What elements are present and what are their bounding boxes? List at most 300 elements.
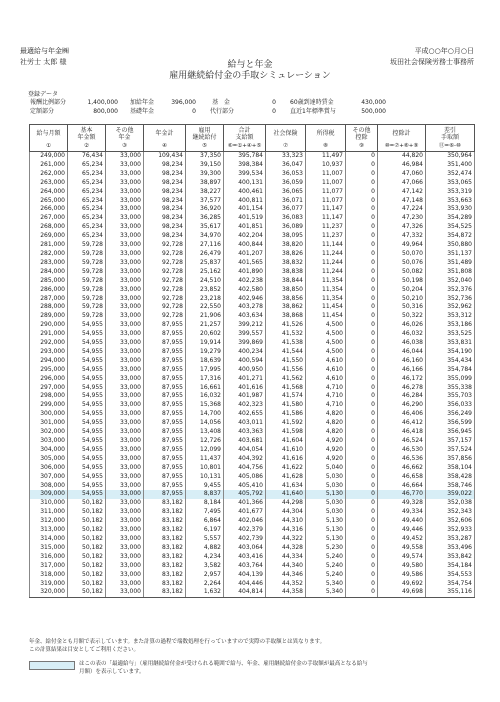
reg-value: 396,000 — [171, 99, 196, 106]
table-cell: 47,224 — [378, 205, 426, 214]
table-cell: 5,130 — [306, 517, 346, 526]
table-cell: 398,384 — [224, 161, 266, 170]
table-cell: 87,955 — [144, 446, 186, 455]
table-cell: 50,182 — [68, 588, 106, 597]
table-cell: 353,312 — [426, 312, 475, 321]
table-cell: 41,568 — [266, 384, 306, 393]
table-cell: 0 — [346, 437, 378, 446]
table-cell: 87,955 — [144, 366, 186, 375]
table-cell: 83,182 — [144, 544, 186, 553]
table-cell: 354,525 — [426, 223, 475, 232]
table-cell: 11,244 — [306, 250, 346, 259]
table-cell: 4,500 — [306, 321, 346, 330]
table-row — [30, 366, 475, 375]
table-cell: 50,182 — [68, 544, 106, 553]
table-cell: 33,000 — [106, 544, 144, 553]
table-cell: 54,955 — [68, 330, 106, 339]
table-row — [30, 250, 475, 259]
table-cell: 263,000 — [30, 179, 68, 188]
table-cell: 404,446 — [224, 580, 266, 589]
table-cell: 21,257 — [186, 321, 224, 330]
table-cell: 46,664 — [378, 482, 426, 491]
table-cell: 319,000 — [30, 580, 68, 589]
table-cell: 33,000 — [106, 152, 144, 161]
table-cell: 33,000 — [106, 170, 144, 179]
table-cell: 355,338 — [426, 384, 475, 393]
table-cell: 34,970 — [186, 232, 224, 241]
table-cell: 401,154 — [224, 205, 266, 214]
table-cell: 287,000 — [30, 295, 68, 304]
table-row — [30, 526, 475, 535]
table-cell: 403,064 — [224, 544, 266, 553]
table-cell: 356,249 — [426, 410, 475, 419]
table-cell: 41,550 — [266, 357, 306, 366]
table-cell: 0 — [346, 339, 378, 348]
table-cell: 83,182 — [144, 508, 186, 517]
table-cell: 46,412 — [378, 419, 426, 428]
table-cell: 357,157 — [426, 437, 475, 446]
table-row — [30, 482, 475, 491]
table-cell: 11,144 — [306, 241, 346, 250]
table-cell: 293,000 — [30, 348, 68, 357]
table-cell: 83,182 — [144, 517, 186, 526]
table-cell: 47,326 — [378, 223, 426, 232]
table-row — [30, 303, 475, 312]
column-number: ② — [68, 142, 106, 152]
table-cell: 65,234 — [68, 223, 106, 232]
table-cell: 295,000 — [30, 366, 68, 375]
table-cell: 33,000 — [106, 277, 144, 286]
table-cell: 5,340 — [306, 580, 346, 589]
table-cell: 33,000 — [106, 580, 144, 589]
table-cell: 302,000 — [30, 428, 68, 437]
table-cell: 301,000 — [30, 419, 68, 428]
table-cell: 0 — [346, 473, 378, 482]
table-cell: 11,007 — [306, 179, 346, 188]
table-cell: 401,366 — [224, 499, 266, 508]
table-cell: 286,000 — [30, 286, 68, 295]
table-cell: 5,230 — [306, 544, 346, 553]
table-row — [30, 330, 475, 339]
table-cell: 403,278 — [224, 303, 266, 312]
table-cell: 350,964 — [426, 152, 475, 161]
table-cell: 47,142 — [378, 188, 426, 197]
reg-value: 0 — [272, 108, 276, 115]
table-cell: 399,212 — [224, 321, 266, 330]
table-cell: 10,801 — [186, 464, 224, 473]
table-row — [30, 179, 475, 188]
table-cell: 59,728 — [68, 268, 106, 277]
table-cell: 0 — [346, 197, 378, 206]
table-cell: 33,000 — [106, 330, 144, 339]
table-cell: 351,400 — [426, 161, 475, 170]
table-cell: 0 — [346, 553, 378, 562]
table-cell: 98,234 — [144, 223, 186, 232]
table-cell: 264,000 — [30, 188, 68, 197]
table-cell: 281,000 — [30, 241, 68, 250]
table-row — [30, 268, 475, 277]
table-row — [30, 553, 475, 562]
reg-value: 0 — [272, 99, 276, 106]
table-cell: 306,000 — [30, 464, 68, 473]
table-cell: 46,172 — [378, 375, 426, 384]
table-cell: 50,210 — [378, 295, 426, 304]
table-cell: 15,368 — [186, 401, 224, 410]
table-cell: 59,728 — [68, 259, 106, 268]
table-cell: 352,962 — [426, 303, 475, 312]
table-cell: 41,604 — [266, 437, 306, 446]
table-cell: 46,524 — [378, 437, 426, 446]
table-cell: 38,850 — [266, 286, 306, 295]
table-cell: 38,832 — [266, 259, 306, 268]
legend-text — [79, 660, 368, 676]
table-cell: 0 — [346, 357, 378, 366]
table-cell: 54,955 — [68, 375, 106, 384]
table-cell: 284,000 — [30, 268, 68, 277]
table-cell: 0 — [346, 428, 378, 437]
table-row — [30, 286, 475, 295]
table-cell: 50,316 — [378, 303, 426, 312]
table-cell: 1,632 — [186, 588, 224, 597]
table-cell: 33,000 — [106, 223, 144, 232]
table-cell: 33,000 — [106, 535, 144, 544]
table-cell: 41,586 — [266, 410, 306, 419]
table-cell: 399,534 — [224, 170, 266, 179]
column-number: ⑦ — [266, 142, 306, 152]
table-cell: 46,406 — [378, 410, 426, 419]
table-cell: 11,007 — [306, 170, 346, 179]
table-cell: 39,300 — [186, 170, 224, 179]
reg-label: 報酬比例部分 — [30, 99, 67, 106]
table-cell: 4,920 — [306, 446, 346, 455]
table-cell: 49,580 — [378, 562, 426, 571]
table-cell: 404,054 — [224, 446, 266, 455]
table-cell: 83,182 — [144, 588, 186, 597]
table-cell: 4,882 — [186, 544, 224, 553]
table-cell: 65,234 — [68, 205, 106, 214]
table-cell: 310,000 — [30, 499, 68, 508]
table-cell: 18,639 — [186, 357, 224, 366]
table-cell: 4,500 — [306, 339, 346, 348]
table-cell: 353,525 — [426, 330, 475, 339]
table-cell: 11,497 — [306, 152, 346, 161]
table-cell: 0 — [346, 544, 378, 553]
table-cell: 4,610 — [306, 375, 346, 384]
client-name: 社労士 太郎 様 — [20, 58, 67, 66]
table-cell: 354,872 — [426, 232, 475, 241]
table-cell: 400,131 — [224, 179, 266, 188]
table-cell: 352,038 — [426, 499, 475, 508]
table-cell: 44,304 — [266, 508, 306, 517]
table-cell: 33,000 — [106, 366, 144, 375]
table-cell: 8,184 — [186, 499, 224, 508]
table-row — [30, 375, 475, 384]
table-cell: 403,681 — [224, 437, 266, 446]
table-cell: 92,728 — [144, 277, 186, 286]
table-cell: 261,000 — [30, 161, 68, 170]
table-cell: 50,182 — [68, 553, 106, 562]
table-cell: 0 — [346, 179, 378, 188]
table-row — [30, 214, 475, 223]
table-cell: 33,000 — [106, 339, 144, 348]
table-cell: 16,032 — [186, 392, 224, 401]
table-cell: 47,060 — [378, 170, 426, 179]
table-cell: 11,147 — [306, 214, 346, 223]
table-cell: 0 — [346, 366, 378, 375]
table-cell: 33,000 — [106, 428, 144, 437]
table-row — [30, 588, 475, 597]
table-cell: 98,234 — [144, 170, 186, 179]
table-cell: 38,844 — [266, 277, 306, 286]
table-cell: 0 — [346, 419, 378, 428]
table-cell: 402,238 — [224, 277, 266, 286]
table-cell: 49,692 — [378, 580, 426, 589]
table-cell: 54,955 — [68, 321, 106, 330]
table-cell: 33,000 — [106, 446, 144, 455]
table-cell: 49,964 — [378, 241, 426, 250]
table-cell: 0 — [346, 303, 378, 312]
table-cell: 0 — [346, 330, 378, 339]
title-line-2: 雇用継続給付金の手取シミュレーション — [169, 71, 331, 81]
table-cell: 401,987 — [224, 392, 266, 401]
table-cell: 54,955 — [68, 446, 106, 455]
table-cell: 49,558 — [378, 544, 426, 553]
column-number: ⑪=⑥-⑩ — [426, 142, 475, 152]
table-cell: 54,955 — [68, 482, 106, 491]
table-cell: 33,000 — [106, 562, 144, 571]
table-cell: 395,784 — [224, 152, 266, 161]
table-cell: 289,000 — [30, 312, 68, 321]
table-cell: 33,000 — [106, 375, 144, 384]
table-cell: 359,022 — [426, 490, 475, 499]
table-cell: 353,842 — [426, 553, 475, 562]
reg-label: 直近1年標準賞与 — [290, 108, 336, 115]
table-cell: 269,000 — [30, 232, 68, 241]
table-cell: 0 — [346, 464, 378, 473]
table-cell: 353,065 — [426, 179, 475, 188]
table-cell: 33,000 — [106, 490, 144, 499]
table-cell: 356,599 — [426, 419, 475, 428]
table-cell: 0 — [346, 535, 378, 544]
table-row — [30, 295, 475, 304]
table-cell: 83,182 — [144, 553, 186, 562]
table-cell: 38,820 — [266, 241, 306, 250]
table-cell: 403,363 — [224, 428, 266, 437]
table-cell: 401,519 — [224, 214, 266, 223]
table-cell: 41,634 — [266, 482, 306, 491]
table-cell: 0 — [346, 259, 378, 268]
table-cell: 0 — [346, 286, 378, 295]
table-cell: 0 — [346, 295, 378, 304]
table-cell: 291,000 — [30, 330, 68, 339]
table-cell: 49,698 — [378, 588, 426, 597]
table-cell: 352,736 — [426, 295, 475, 304]
table-cell: 83,182 — [144, 571, 186, 580]
table-cell: 10,937 — [306, 161, 346, 170]
footnote-2: この計算結果は目安としてご利用ください。 — [29, 647, 140, 653]
table-cell: 399,557 — [224, 330, 266, 339]
registration-label: 登録データ — [28, 91, 59, 98]
table-cell: 50,070 — [378, 250, 426, 259]
table-cell: 39,150 — [186, 161, 224, 170]
registration-row-2 — [30, 108, 386, 117]
table-cell: 33,000 — [106, 508, 144, 517]
legend-line-2: 月額）を表示しています。 — [79, 669, 145, 675]
table-cell: 352,606 — [426, 517, 475, 526]
table-cell: 402,379 — [224, 526, 266, 535]
table-cell: 311,000 — [30, 508, 68, 517]
table-cell: 54,955 — [68, 473, 106, 482]
table-row — [30, 312, 475, 321]
column-number: ⑥=①+④+⑤ — [224, 142, 266, 152]
table-cell: 46,662 — [378, 464, 426, 473]
table-cell: 37,577 — [186, 197, 224, 206]
table-cell: 0 — [346, 188, 378, 197]
table-cell: 402,739 — [224, 535, 266, 544]
table-row — [30, 544, 475, 553]
table-cell: 296,000 — [30, 375, 68, 384]
table-cell: 307,000 — [30, 473, 68, 482]
table-cell: 87,955 — [144, 330, 186, 339]
table-cell: 54,955 — [68, 428, 106, 437]
table-cell: 400,594 — [224, 357, 266, 366]
table-cell: 4,710 — [306, 384, 346, 393]
table-cell: 49,586 — [378, 571, 426, 580]
table-cell: 50,182 — [68, 535, 106, 544]
table-cell: 33,000 — [106, 259, 144, 268]
table-cell: 400,950 — [224, 366, 266, 375]
table-cell: 41,526 — [266, 321, 306, 330]
table-cell: 87,955 — [144, 482, 186, 491]
table-cell: 54,955 — [68, 464, 106, 473]
table-cell: 49,328 — [378, 499, 426, 508]
table-cell: 98,234 — [144, 205, 186, 214]
column-header: 基本 年金額 — [68, 125, 106, 143]
table-cell: 266,000 — [30, 205, 68, 214]
table-cell: 4,500 — [306, 348, 346, 357]
table-cell: 46,536 — [378, 455, 426, 464]
table-cell: 46,166 — [378, 366, 426, 375]
table-cell: 92,728 — [144, 259, 186, 268]
table-cell: 4,500 — [306, 330, 346, 339]
table-cell: 49,574 — [378, 553, 426, 562]
table-cell: 44,340 — [266, 562, 306, 571]
table-cell: 353,186 — [426, 321, 475, 330]
table-cell: 54,955 — [68, 339, 106, 348]
table-cell: 54,955 — [68, 401, 106, 410]
table-cell: 352,040 — [426, 277, 475, 286]
table-cell: 87,955 — [144, 419, 186, 428]
table-cell: 403,416 — [224, 553, 266, 562]
table-cell: 401,677 — [224, 508, 266, 517]
table-cell: 0 — [346, 241, 378, 250]
table-cell: 44,328 — [266, 544, 306, 553]
table-cell: 87,955 — [144, 428, 186, 437]
table-cell: 36,920 — [186, 205, 224, 214]
table-row — [30, 437, 475, 446]
table-cell: 44,352 — [266, 580, 306, 589]
table-cell: 50,076 — [378, 259, 426, 268]
table-cell: 402,204 — [224, 232, 266, 241]
table-cell: 41,598 — [266, 428, 306, 437]
table-cell: 47,230 — [378, 214, 426, 223]
table-cell: 352,474 — [426, 170, 475, 179]
table-cell: 265,000 — [30, 197, 68, 206]
table-cell: 405,410 — [224, 482, 266, 491]
table-cell: 14,700 — [186, 410, 224, 419]
table-cell: 65,234 — [68, 161, 106, 170]
table-cell: 5,040 — [306, 464, 346, 473]
table-cell: 46,284 — [378, 392, 426, 401]
table-cell: 11,437 — [186, 455, 224, 464]
table-cell: 38,868 — [266, 312, 306, 321]
table-cell: 2,264 — [186, 580, 224, 589]
table-cell: 402,580 — [224, 286, 266, 295]
table-cell: 87,955 — [144, 348, 186, 357]
table-cell: 83,182 — [144, 580, 186, 589]
table-cell: 33,000 — [106, 268, 144, 277]
table-cell: 87,955 — [144, 473, 186, 482]
table-cell: 3,582 — [186, 562, 224, 571]
table-cell: 0 — [346, 517, 378, 526]
table-cell: 0 — [346, 588, 378, 597]
table-cell: 404,139 — [224, 571, 266, 580]
table-row — [30, 223, 475, 232]
table-cell: 46,290 — [378, 401, 426, 410]
table-cell: 98,234 — [144, 161, 186, 170]
table-cell: 0 — [346, 312, 378, 321]
table-cell: 46,044 — [378, 348, 426, 357]
table-cell: 11,237 — [306, 232, 346, 241]
table-cell: 33,000 — [106, 464, 144, 473]
table-cell: 404,392 — [224, 455, 266, 464]
table-cell: 405,792 — [224, 490, 266, 499]
table-cell: 303,000 — [30, 437, 68, 446]
table-cell: 401,851 — [224, 223, 266, 232]
table-cell: 54,955 — [68, 384, 106, 393]
table-cell: 36,089 — [266, 223, 306, 232]
table-cell: 354,784 — [426, 366, 475, 375]
table-cell: 41,610 — [266, 446, 306, 455]
footnotes — [29, 638, 325, 654]
table-cell: 354,184 — [426, 562, 475, 571]
table-row — [30, 339, 475, 348]
table-cell: 83,182 — [144, 562, 186, 571]
table-cell: 36,071 — [266, 197, 306, 206]
reg-label: 基礎年金 — [130, 108, 155, 115]
table-cell: 59,728 — [68, 286, 106, 295]
table-row — [30, 499, 475, 508]
table-cell: 401,890 — [224, 268, 266, 277]
table-cell: 87,955 — [144, 392, 186, 401]
table-cell: 54,955 — [68, 392, 106, 401]
table-cell: 33,000 — [106, 384, 144, 393]
table-cell: 19,279 — [186, 348, 224, 357]
table-cell: 25,837 — [186, 259, 224, 268]
column-header: その他 年金 — [106, 125, 144, 143]
table-cell: 4,820 — [306, 428, 346, 437]
table-cell: 38,826 — [266, 250, 306, 259]
table-row — [30, 473, 475, 482]
table-cell: 46,278 — [378, 384, 426, 393]
table-cell: 46,038 — [378, 339, 426, 348]
table-cell: 12,099 — [186, 446, 224, 455]
table-cell: 283,000 — [30, 259, 68, 268]
table-cell: 401,207 — [224, 250, 266, 259]
table-cell: 49,446 — [378, 526, 426, 535]
table-cell: 11,237 — [306, 223, 346, 232]
document-date: 平成○○年○月○日 — [414, 47, 474, 55]
